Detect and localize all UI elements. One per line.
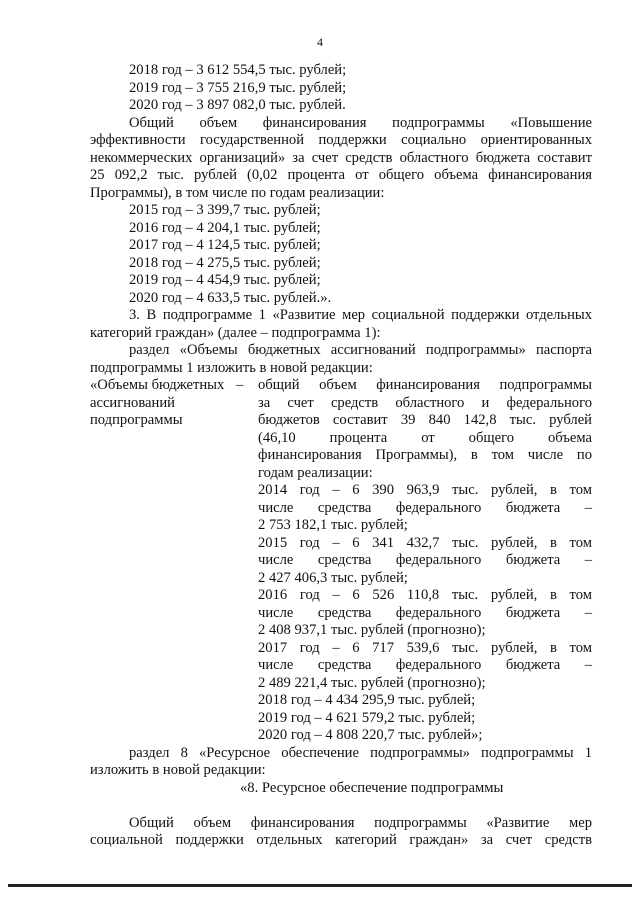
document-body [90,62,592,850]
section-volumes-intro [90,342,592,377]
table-label-line: ассигнований [90,394,175,411]
table-value-line: числе средства федерального бюджета – [258,499,592,516]
text-line: раздел «Объемы бюджетных ассигнований подпрограммы» паспорта [129,342,592,358]
text-line: Программы), в том числе по годам реализации: [90,184,385,201]
text-line: Общий объем финансирования подпрограммы «Повышение [129,114,592,131]
budget-table-label-column [90,377,258,745]
text-line: социальной поддержки отдельных категорий граждан» за счет средств [90,832,592,848]
budget-table [90,377,592,745]
text-line: 25 092,2 тыс. рублей (0,02 процента от общего объема финансирования [90,167,592,183]
table-dash: – [236,377,244,393]
text-line: 2017 год – 4 124,5 тыс. рублей; [129,237,321,253]
table-value-line: 2020 год – 4 808 220,7 тыс. рублей»; [258,727,483,743]
budget-table-value-column [258,377,592,745]
table-value-line: за счет средств областного и федерального [258,394,592,411]
text-line: 2018 год – 4 275,5 тыс. рублей; [129,254,321,271]
text-line: 2019 год – 3 755 216,9 тыс. рублей; [129,79,347,96]
text-line: 2020 год – 4 633,5 тыс. рублей.». [129,289,332,306]
page-number: 4 [317,35,323,49]
table-label-line: «Объемы бюджетных [90,377,225,393]
section-8-heading: «8. Ресурсное обеспечение подпрограммы [240,779,504,796]
paragraph-financing-years [90,202,592,307]
table-value-line: 2 408 937,1 тыс. рублей (прогнозно); [258,622,486,638]
paragraph-financing-nko [90,115,592,203]
table-value-line: числе средства федерального бюджета – [258,552,592,568]
text-line: 3. В подпрограмме 1 «Развитие мер социальной поддержки отдельных [129,307,592,323]
text-line: 2015 год – 3 399,7 тыс. рублей; [129,202,321,218]
table-value-line: годам реализации: [258,464,373,481]
text-line: подпрограммы 1 изложить в новой редакции: [90,359,373,376]
text-line: категорий граждан» (далее – подпрограмма 1): [90,324,381,341]
table-value-line: (46,10 процента от общего объема [258,429,592,446]
paragraph-final [90,815,592,850]
table-value-line: 2017 год – 6 717 539,6 тыс. рублей, в том [258,639,592,656]
table-value-line: финансирования Программы), в том числе по [258,447,592,463]
text-line: эффективности государственной поддержки социально ориентированных [90,132,592,148]
table-value-line: 2014 год – 6 390 963,9 тыс. рублей, в том [258,482,592,498]
section-8-intro [90,745,592,780]
table-value-line: 2018 год – 4 434 295,9 тыс. рублей; [258,692,476,708]
table-value-line: 2019 год – 4 621 579,2 тыс. рублей; [258,709,476,726]
table-label-line: подпрограммы [90,412,183,428]
table-value-line: 2016 год – 6 526 110,8 тыс. рублей, в том [258,587,592,603]
table-value-line: 2 753 182,1 тыс. рублей; [258,517,408,533]
text-line: некоммерческих организаций» за счет средств областного бюджета составит [90,149,592,166]
table-value-line: числе средства федерального бюджета – [258,604,592,621]
table-value-line: 2015 год – 6 341 432,7 тыс. рублей, в том [258,534,592,551]
scan-bottom-edge [8,884,632,887]
intro-years [90,62,592,115]
text-line: Общий объем финансирования подпрограммы «Развитие мер [129,814,592,831]
text-line: 2020 год – 3 897 082,0 тыс. рублей. [129,97,346,113]
text-line: раздел 8 «Ресурсное обеспечение подпрограммы» подпрограммы 1 [129,744,592,761]
table-value-line: общий объем финансирования подпрограммы [258,377,592,393]
table-value-line: 2 427 406,3 тыс. рублей; [258,569,408,586]
item-3 [90,307,592,342]
table-value-line: 2 489 221,4 тыс. рублей (прогнозно); [258,674,486,691]
blank-line [90,797,592,815]
text-line: 2018 год – 3 612 554,5 тыс. рублей; [129,62,347,78]
text-line: 2016 год – 4 204,1 тыс. рублей; [129,219,321,236]
table-value-line: бюджетов составит 39 840 142,8 тыс. рублей [258,412,592,428]
table-value-line: числе средства федерального бюджета – [258,657,592,673]
text-line: 2019 год – 4 454,9 тыс. рублей; [129,272,321,288]
text-line: изложить в новой редакции: [90,762,266,778]
